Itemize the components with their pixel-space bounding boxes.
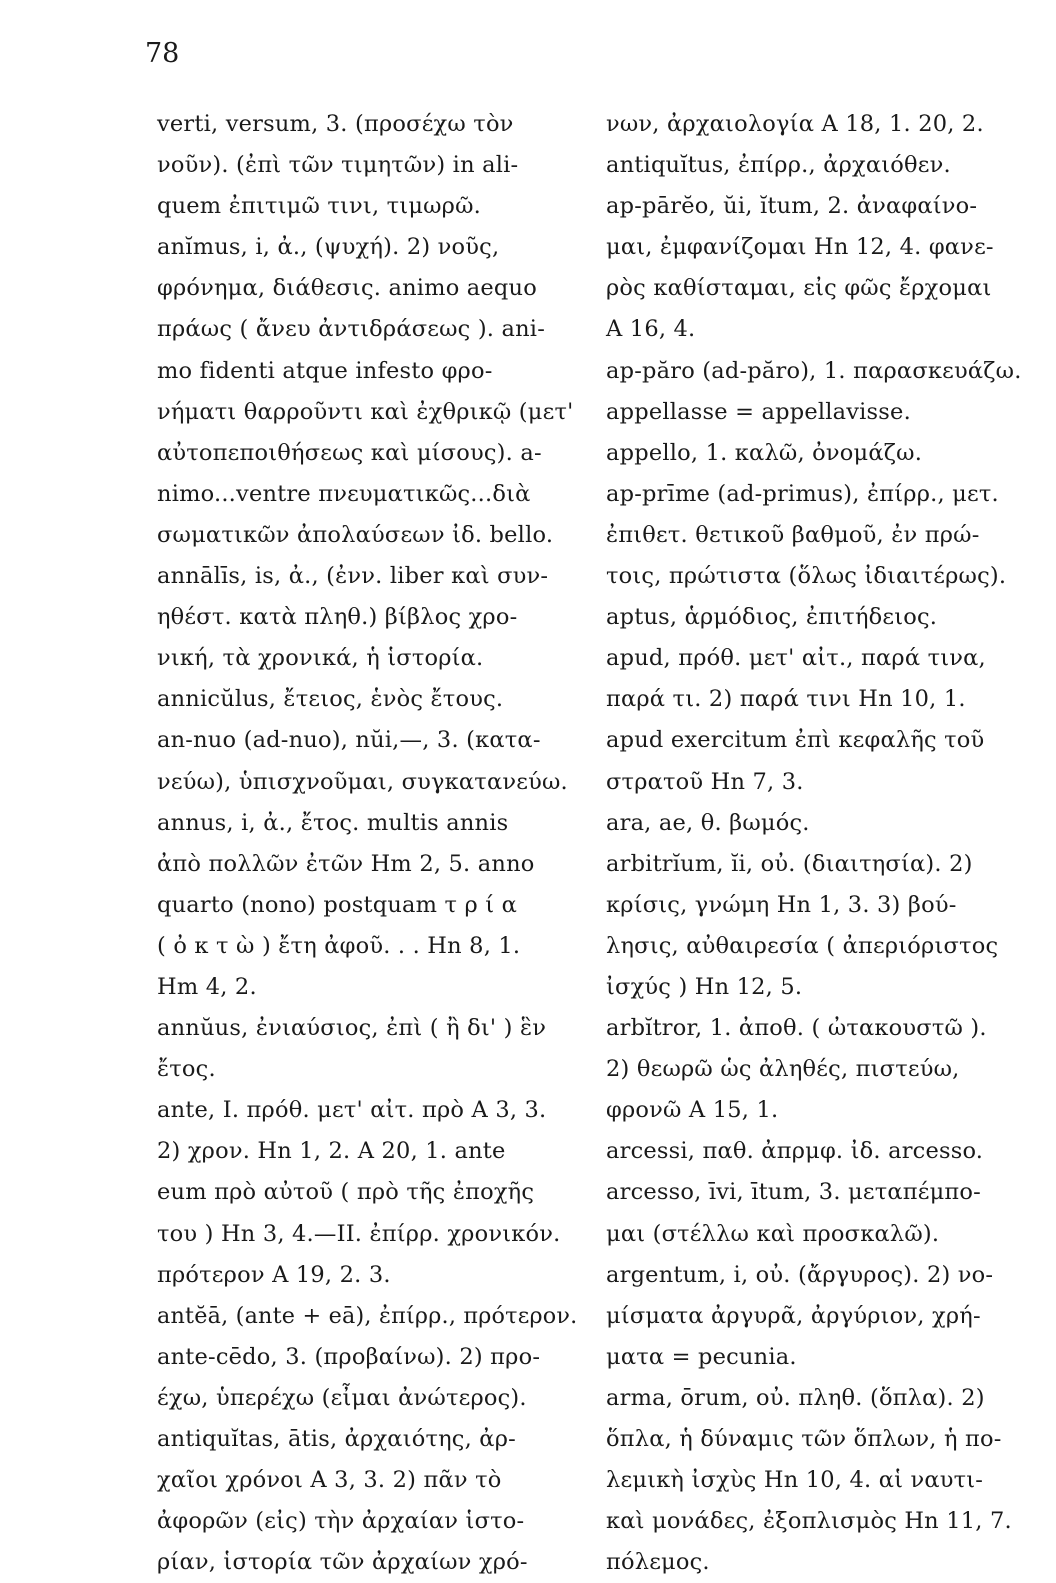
text-line: ἰσχύς ) Hn 12, 5. (606, 973, 803, 1000)
text-line: annālīs, is, ἀ., (ἐνν. liber καὶ συν- (157, 563, 549, 590)
text-line: παρά τι. 2) παρά τινι Hn 10, 1. (606, 686, 966, 713)
text-line: χαῖοι χρόνοι A 3, 3. 2) πᾶν τὸ (157, 1467, 502, 1494)
text-line: ap-păro (ad-păro), 1. παρασκευάζω. (606, 357, 1022, 384)
text-line: A 16, 4. (606, 316, 696, 343)
left-column (157, 104, 577, 1583)
text-line: ρὸς καθίσταμαι, εἰς φῶς ἔρχομαι (606, 275, 992, 302)
text-line: μαι (στέλλω καὶ προσκαλῶ). (606, 1220, 940, 1247)
text-line: nimo...ventre πνευματικῶς...διὰ (157, 480, 531, 507)
text-line: 2) χρον. Hn 1, 2. A 20, 1. ante (157, 1138, 506, 1165)
text-line: arcessi, παθ. ἀπρμφ. ἰδ. arcesso. (606, 1138, 984, 1165)
text-line: καὶ μονάδες, ἐξοπλισμὸς Hn 11, 7. (606, 1508, 1012, 1535)
text-line: ἐπιθετ. θετικοῦ βαθμοῦ, ἐν πρώ- (606, 521, 980, 548)
text-line: appello, 1. καλῶ, ὀνομάζω. (606, 439, 923, 466)
text-line: νοῦν). (ἐπὶ τῶν τιμητῶν) in ali- (157, 152, 519, 179)
text-line: ante-cēdo, 3. (προβαίνω). 2) προ- (157, 1343, 541, 1370)
text-line: νων, ἀρχαιολογία A 18, 1. 20, 2. (606, 111, 984, 137)
text-line: antiquĭtus, ἐπίρρ., ἀρχαιόθεν. (606, 152, 951, 179)
text-line: ( ὀ κ τ ὼ ) ἔτη ἀφοῦ. . . Hn 8, 1. (157, 932, 521, 959)
text-line: μαι, ἐμφανίζομαι Hn 12, 4. φανε- (606, 234, 994, 261)
text-line: κρίσις, γνώμη Hn 1, 3. 3) βού- (606, 891, 957, 918)
text-line: ρίαν, ἱστορία τῶν ἀρχαίων χρό- (157, 1549, 528, 1576)
text-line: antiquĭtas, ātis, ἀρχαιότης, ἀρ- (157, 1426, 516, 1452)
text-line: anĭmus, i, ἀ., (ψυχή). 2) νοῦς, (157, 234, 500, 261)
text-line: μίσματα ἀργυρᾶ, ἀργύριον, χρή- (606, 1302, 981, 1329)
text-line: έχω, ὑπερέχω (εἶμαι ἀνώτερος). (157, 1384, 527, 1411)
text-line: apud exercitum ἐπὶ κεφαλῆς τοῦ (606, 727, 985, 754)
text-line: νεύω), ὑπισχνοῦμαι, συγκατανεύω. (157, 768, 568, 795)
text-line: λησις, αὐθαιρεσία ( ἀπεριόριστος (606, 932, 999, 959)
text-line: arcesso, īvi, ītum, 3. μεταπέμπο- (606, 1179, 981, 1206)
text-line: του ) Hn 3, 4.—II. ἐπίρρ. χρονικόν. (157, 1220, 561, 1247)
text-line: arma, ōrum, οὐ. πληθ. (ὅπλα). 2) (606, 1384, 985, 1411)
text-line: ὅπλα, ἡ δύναμις τῶν ὅπλων, ἡ πο- (606, 1426, 1002, 1452)
text-line: ante, I. πρόθ. μετ' αἰτ. πρὸ A 3, 3. (157, 1097, 547, 1124)
text-line: arbitrĭum, ĭi, οὐ. (διαιτησία). 2) (606, 850, 973, 877)
text-line: ἀπὸ πολλῶν ἐτῶν Hm 2, 5. anno (157, 850, 535, 877)
text-line: quarto (nono) postquam τ ρ ί α (157, 891, 518, 918)
text-line: Hm 4, 2. (157, 973, 257, 1000)
text-line: ἀφορῶν (εἰς) τὴν ἀρχαίαν ἱστο- (157, 1508, 525, 1535)
text-line: στρατοῦ Hn 7, 3. (606, 768, 804, 795)
text-line: annŭus, ἐνιαύσιος, ἐπὶ ( ἢ δι' ) ἓν (157, 1015, 547, 1042)
text-line: annus, i, ἀ., ἔτος. multis annis (157, 809, 509, 836)
text-line: φρόνημα, διάθεσις. animo aequo (157, 275, 537, 302)
text-line: πρότερον A 19, 2. 3. (157, 1261, 391, 1288)
text-line: τοις, πρώτιστα (ὅλως ἰδιαιτέρως). (606, 563, 1007, 590)
text-line: antĕā, (ante + eā), ἐπίρρ., πρότερον. (157, 1302, 578, 1329)
text-line: ματα = pecunia. (606, 1343, 797, 1370)
text-line: an-nuo (ad-nuo), nŭi,—, 3. (κατα- (157, 727, 541, 754)
text-line: σωματικῶν ἀπολαύσεων ἰδ. bello. (157, 521, 554, 548)
text-line: arbĭtror, 1. ἀποθ. ( ὠτακουστῶ ). (606, 1015, 987, 1042)
text-line: argentum, i, οὐ. (ἄργυρος). 2) νο- (606, 1261, 994, 1288)
text-line: verti, versum, 3. (προσέχω τὸν (157, 111, 514, 137)
text-line: ara, ae, θ. βωμός. (606, 809, 810, 836)
text-line: λεμικὴ ἰσχὺς Hn 10, 4. αἱ ναυτι- (606, 1467, 984, 1494)
text-line: αὐτοπεποιθήσεως καὶ μίσους). a- (157, 439, 542, 466)
text-line: eum πρὸ αὐτοῦ ( πρὸ τῆς ἐποχῆς (157, 1179, 535, 1206)
text-line: ap-pārĕo, ŭi, ĭtum, 2. ἀναφαίνο- (606, 193, 978, 220)
text-line: φρονῶ A 15, 1. (606, 1097, 779, 1124)
text-line: annicŭlus, ἔτειος, ἑνὸς ἔτους. (157, 686, 504, 713)
text-line: πόλεμος. (606, 1549, 710, 1576)
text-line: appellasse = appellavisse. (606, 398, 911, 425)
text-line: ap-prīme (ad-primus), ἐπίρρ., μετ. (606, 480, 999, 507)
page-number: 78 (145, 38, 180, 69)
text-line: mo fidenti atque infesto φρο- (157, 357, 493, 384)
text-line: 2) θεωρῶ ὡς ἀληθές, πιστεύω, (606, 1056, 960, 1083)
text-line: aptus, ἁρμόδιος, ἐπιτήδειος. (606, 604, 938, 631)
right-column (606, 104, 1046, 1583)
text-line: ἔτος. (157, 1056, 216, 1083)
text-line: quem ἐπιτιμῶ τινι, τιμωρῶ. (157, 193, 482, 220)
text-line: νική, τὰ χρονικά, ἡ ἱστορία. (157, 645, 484, 672)
text-line: ηθέστ. κατὰ πληθ.) βίβλος χρο- (157, 604, 518, 631)
text-line: νήματι θαρροῦντι καὶ ἐχθρικῷ (μετ' (157, 398, 574, 425)
text-line: apud, πρόθ. μετ' αἰτ., παρά τινα, (606, 645, 986, 672)
text-line: πράως ( ἄνευ ἀντιδράσεως ). ani- (157, 316, 546, 343)
